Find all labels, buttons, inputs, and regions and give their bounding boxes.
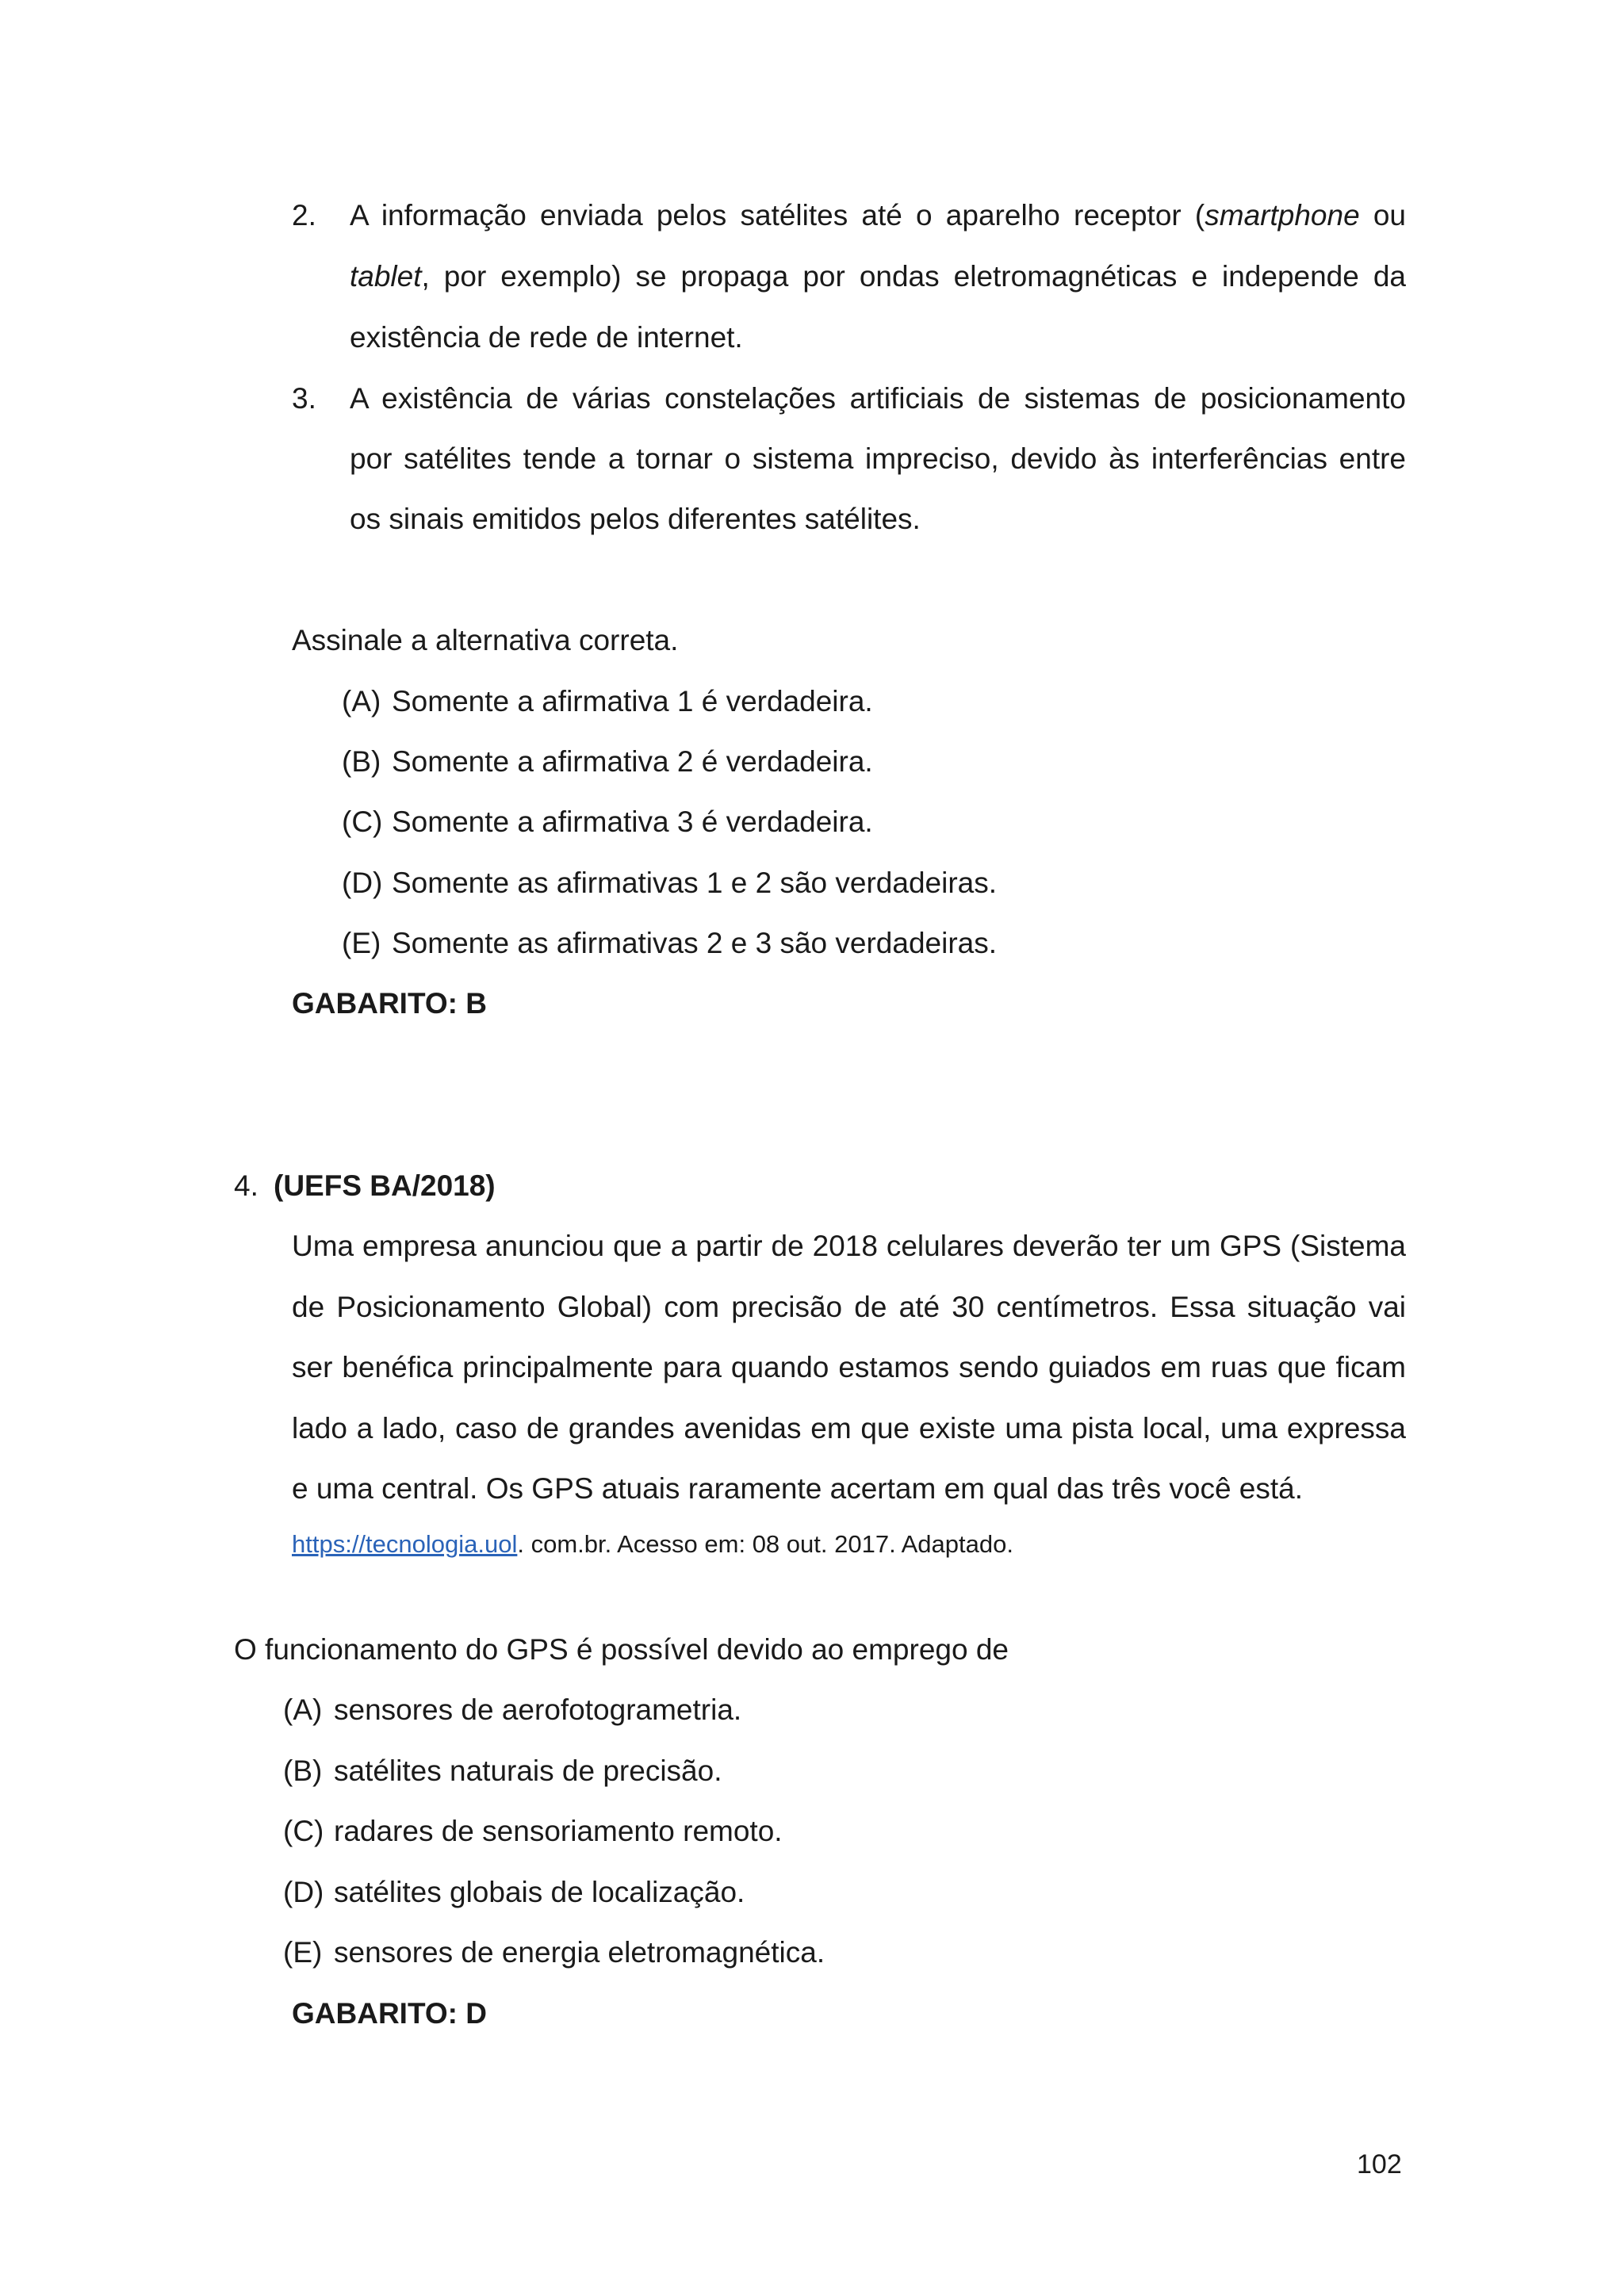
option-text: satélites naturais de precisão. (334, 1755, 722, 1787)
passage-line: e uma central. Os GPS atuais raramente acertam em qual das três você está. (292, 1472, 1304, 1505)
statement-text-line: os sinais emitidos pelos diferentes satélites. (350, 503, 921, 535)
passage-line: lado a lado, caso de grandes avenidas em que existe uma pista local, uma expressa (292, 1412, 1406, 1445)
option-text: Somente a afirmativa 3 é verdadeira. (392, 806, 873, 838)
statement-text-line: A existência de várias constelações artificiais de sistemas de posicionamento (350, 382, 1406, 415)
option-letter: (C) (283, 1815, 324, 1847)
passage-line: de Posicionamento Global) com precisão de até 30 centímetros. Essa situação vai (292, 1291, 1406, 1323)
page-number: 102 (1357, 2149, 1402, 2179)
statement-text-line: tablet, por exemplo) se propaga por ondas eletromagnéticas e independe da (350, 260, 1406, 293)
answer-key: GABARITO: D (292, 1997, 487, 2030)
answer-key: GABARITO: B (292, 987, 487, 1020)
question-source: (UEFS BA/2018) (274, 1169, 496, 1202)
citation: https://tecnologia.uol. com.br. Acesso em: 08 out. 2017. Adaptado. (292, 1530, 1013, 1558)
question-prompt: Assinale a alternativa correta. (292, 624, 679, 656)
option-text: sensores de energia eletromagnética. (334, 1936, 825, 1969)
passage-line: Uma empresa anunciou que a partir de 2018 celulares deverão ter um GPS (Sistema (292, 1230, 1406, 1262)
option-letter: (E) (342, 927, 381, 959)
option-letter: (D) (283, 1876, 324, 1908)
question-number: 4. (234, 1169, 259, 1202)
option-letter: (E) (283, 1936, 323, 1969)
option-letter: (B) (342, 745, 381, 778)
option-text: Somente as afirmativas 1 e 2 são verdadeiras. (392, 867, 997, 899)
option-letter: (C) (342, 806, 383, 838)
statement-number: 3. (292, 382, 316, 415)
option-text: Somente a afirmativa 1 é verdadeira. (392, 685, 873, 718)
statement-text-line: existência de rede de internet. (350, 321, 743, 354)
option-text: satélites globais de localização. (334, 1876, 745, 1908)
option-text: sensores de aerofotogrametria. (334, 1693, 742, 1726)
option-letter: (D) (342, 867, 383, 899)
option-letter: (A) (283, 1693, 323, 1726)
passage-line: ser benéfica principalmente para quando estamos sendo guiados em ruas que ficam (292, 1351, 1406, 1383)
statement-text-line: por satélites tende a tornar o sistema impreciso, devido às interferências entre (350, 442, 1406, 475)
option-text: Somente a afirmativa 2 é verdadeira. (392, 745, 873, 778)
option-text: Somente as afirmativas 2 e 3 são verdadeiras. (392, 927, 997, 959)
question-prompt: O funcionamento do GPS é possível devido ao emprego de (234, 1633, 1009, 1666)
statement-text-line: A informação enviada pelos satélites até o aparelho receptor (smartphone ou (350, 199, 1407, 232)
citation-link[interactable]: https://tecnologia.uol (292, 1530, 518, 1558)
option-letter: (A) (342, 685, 381, 718)
option-text: radares de sensoriamento remoto. (334, 1815, 783, 1847)
statement-number: 2. (292, 199, 316, 232)
option-letter: (B) (283, 1755, 323, 1787)
